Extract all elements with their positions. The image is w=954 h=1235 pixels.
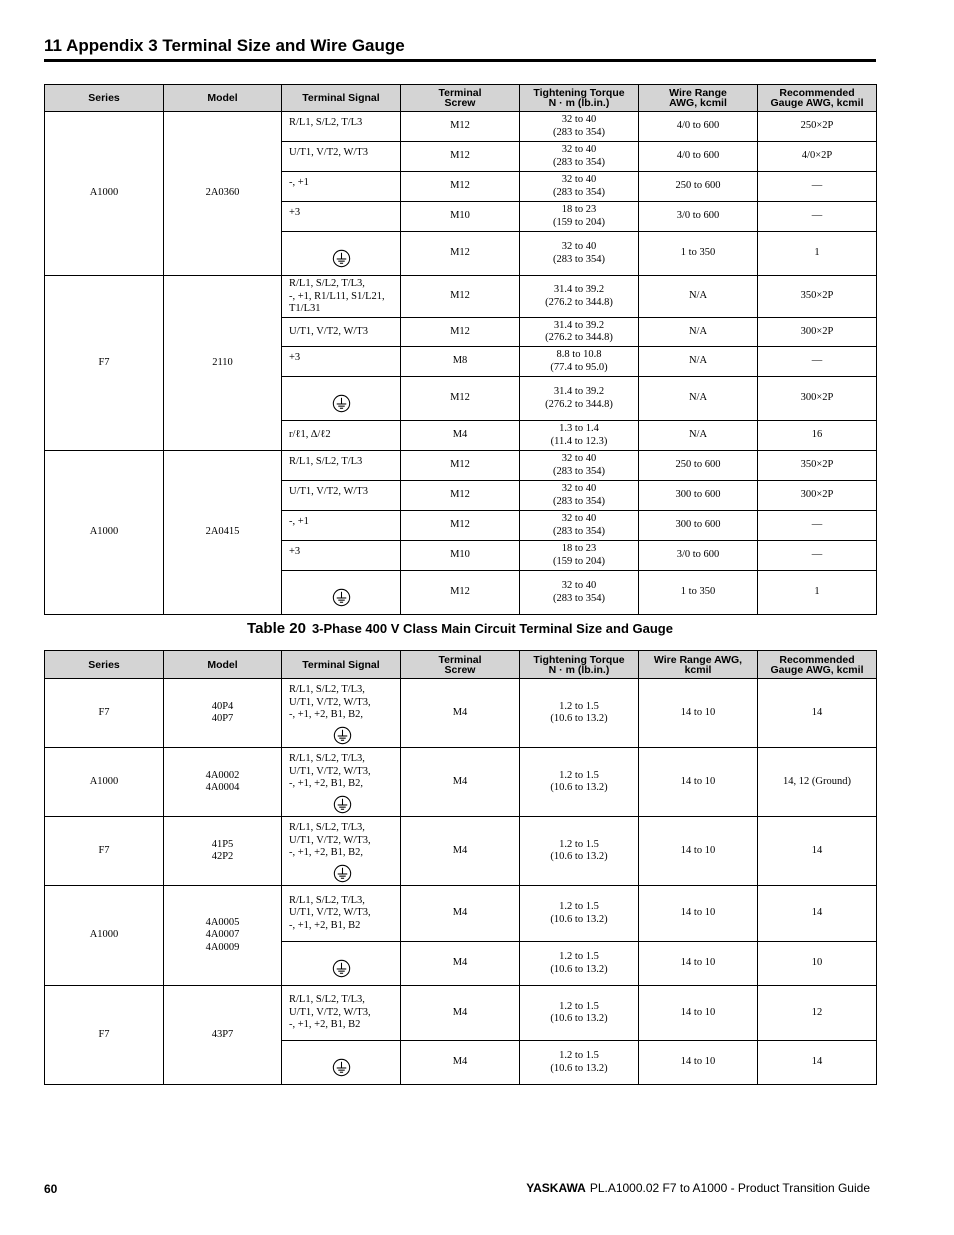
torque-cell: 1.2 to 1.5 (10.6 to 13.2) <box>520 748 639 817</box>
table-row <box>45 748 877 817</box>
screw-cell: M8 <box>401 347 520 377</box>
header-terminal-signal: Terminal Signal <box>282 651 401 679</box>
screw-cell: M10 <box>401 541 520 571</box>
wire-range-cell: 3/0 to 600 <box>639 202 758 232</box>
header-model: Model <box>164 651 282 679</box>
screw-cell: M4 <box>401 421 520 451</box>
signal-cell: R/L1, S/L2, T/L3, U/T1, V/T2, W/T3, -, +1, +2, B1, B2, <box>282 679 401 748</box>
header-wire-range: Wire Range AWG, kcmil <box>639 651 758 679</box>
header-series: Series <box>45 85 164 112</box>
ground-icon <box>332 959 351 978</box>
gauge-cell: — <box>758 541 877 571</box>
wire-range-cell: 14 to 10 <box>639 986 758 1041</box>
gauge-cell: 4/0×2P <box>758 142 877 172</box>
screw-cell: M12 <box>401 377 520 421</box>
wire-range-cell: 14 to 10 <box>639 1041 758 1085</box>
wire-range-cell: 250 to 600 <box>639 451 758 481</box>
page-number: 60 <box>44 1182 58 1196</box>
signal-cell: +3 <box>282 541 401 571</box>
wire-range-cell: 1 to 350 <box>639 232 758 276</box>
signal-cell <box>282 942 401 986</box>
header-terminal-signal: Terminal Signal <box>282 85 401 112</box>
gauge-cell: 14 <box>758 679 877 748</box>
table-row <box>45 679 877 748</box>
signal-cell <box>282 1041 401 1085</box>
ground-icon <box>332 1058 351 1077</box>
screw-cell: M12 <box>401 318 520 347</box>
torque-cell: 1.2 to 1.5 (10.6 to 13.2) <box>520 986 639 1041</box>
torque-cell: 1.3 to 1.4 (11.4 to 12.3) <box>520 421 639 451</box>
header-series: Series <box>45 651 164 679</box>
brand-name: YASKAWA <box>526 1181 586 1195</box>
gauge-cell: — <box>758 511 877 541</box>
screw-cell: M12 <box>401 451 520 481</box>
ground-icon <box>332 588 351 607</box>
ground-icon <box>333 726 352 745</box>
screw-cell: M12 <box>401 276 520 318</box>
signal-cell: U/T1, V/T2, W/T3 <box>282 142 401 172</box>
terminal-table-400v <box>44 650 877 1085</box>
signal-cell: R/L1, S/L2, T/L3 <box>282 451 401 481</box>
series-cell: A1000 <box>45 748 164 817</box>
screw-cell: M12 <box>401 511 520 541</box>
screw-cell: M12 <box>401 481 520 511</box>
gauge-cell: 14 <box>758 886 877 942</box>
header-recommended-gauge: Recommended Gauge AWG, kcmil <box>758 651 877 679</box>
screw-cell: M12 <box>401 112 520 142</box>
model-cell: 4A0002 4A0004 <box>164 748 282 817</box>
wire-range-cell: 4/0 to 600 <box>639 142 758 172</box>
signal-cell: +3 <box>282 347 401 377</box>
gauge-cell: 1 <box>758 571 877 615</box>
signal-cell: R/L1, S/L2, T/L3 <box>282 112 401 142</box>
table-caption-number: Table 20 <box>247 620 306 637</box>
model-cell: 41P5 42P2 <box>164 817 282 886</box>
wire-range-cell: N/A <box>639 276 758 318</box>
screw-cell: M12 <box>401 172 520 202</box>
torque-cell: 32 to 40 (283 to 354) <box>520 481 639 511</box>
torque-cell: 1.2 to 1.5 (10.6 to 13.2) <box>520 942 639 986</box>
table-caption-text: 3-Phase 400 V Class Main Circuit Terminal Size and Gauge <box>311 621 673 636</box>
torque-cell: 31.4 to 39.2 (276.2 to 344.8) <box>520 377 639 421</box>
table-row <box>45 451 877 481</box>
wire-range-cell: 1 to 350 <box>639 571 758 615</box>
signal-cell: R/L1, S/L2, T/L3, U/T1, V/T2, W/T3, -, +1, +2, B1, B2, <box>282 817 401 886</box>
header-wire-range: Wire Range AWG, kcmil <box>639 85 758 112</box>
gauge-cell: 14 <box>758 1041 877 1085</box>
wire-range-cell: 300 to 600 <box>639 481 758 511</box>
document-name: PL.A1000.02 F7 to A1000 - Product Transition Guide <box>589 1181 870 1195</box>
table-row <box>45 986 877 1041</box>
screw-cell: M12 <box>401 142 520 172</box>
terminal-table-200v <box>44 84 877 615</box>
series-cell: A1000 <box>45 112 164 276</box>
screw-cell: M12 <box>401 571 520 615</box>
gauge-cell: 300×2P <box>758 318 877 347</box>
screw-cell: M10 <box>401 202 520 232</box>
torque-cell: 32 to 40 (283 to 354) <box>520 172 639 202</box>
signal-cell: U/T1, V/T2, W/T3 <box>282 318 401 347</box>
torque-cell: 32 to 40 (283 to 354) <box>520 451 639 481</box>
torque-cell: 1.2 to 1.5 (10.6 to 13.2) <box>520 886 639 942</box>
gauge-cell: 300×2P <box>758 377 877 421</box>
gauge-cell: 10 <box>758 942 877 986</box>
screw-cell: M4 <box>401 1041 520 1085</box>
header-recommended-gauge: Recommended Gauge AWG, kcmil <box>758 85 877 112</box>
torque-cell: 32 to 40 (283 to 354) <box>520 571 639 615</box>
torque-cell: 1.2 to 1.5 (10.6 to 13.2) <box>520 679 639 748</box>
signal-cell: -, +1 <box>282 172 401 202</box>
table-row <box>45 817 877 886</box>
torque-cell: 1.2 to 1.5 (10.6 to 13.2) <box>520 1041 639 1085</box>
model-cell: 4A0005 4A0007 4A0009 <box>164 886 282 986</box>
header-model: Model <box>164 85 282 112</box>
torque-cell: 8.8 to 10.8 (77.4 to 95.0) <box>520 347 639 377</box>
screw-cell: M4 <box>401 679 520 748</box>
gauge-cell: — <box>758 172 877 202</box>
wire-range-cell: 14 to 10 <box>639 942 758 986</box>
wire-range-cell: 14 to 10 <box>639 886 758 942</box>
model-cell: 43P7 <box>164 986 282 1085</box>
screw-cell: M4 <box>401 817 520 886</box>
signal-cell: R/L1, S/L2, T/L3, U/T1, V/T2, W/T3, -, +1, +2, B1, B2, <box>282 748 401 817</box>
gauge-cell: — <box>758 347 877 377</box>
series-cell: A1000 <box>45 886 164 986</box>
header-tightening-torque: Tightening Torque N · m (lb.in.) <box>520 85 639 112</box>
ground-icon <box>332 394 351 413</box>
signal-cell: R/L1, S/L2, T/L3, -, +1, R1/L11, S1/L21, T1/L31 <box>282 276 401 318</box>
torque-cell: 32 to 40 (283 to 354) <box>520 142 639 172</box>
gauge-cell: 1 <box>758 232 877 276</box>
signal-cell <box>282 571 401 615</box>
table-caption <box>44 620 876 637</box>
ground-icon <box>333 864 352 883</box>
signal-cell: U/T1, V/T2, W/T3 <box>282 481 401 511</box>
table-row <box>45 112 877 142</box>
torque-cell: 1.2 to 1.5 (10.6 to 13.2) <box>520 817 639 886</box>
ground-icon <box>332 249 351 268</box>
torque-cell: 18 to 23 (159 to 204) <box>520 202 639 232</box>
series-cell: F7 <box>45 817 164 886</box>
gauge-cell: 300×2P <box>758 481 877 511</box>
wire-range-cell: 250 to 600 <box>639 172 758 202</box>
wire-range-cell: 4/0 to 600 <box>639 112 758 142</box>
signal-cell: -, +1 <box>282 511 401 541</box>
footer-doc-title <box>526 1181 870 1195</box>
section-title: 11 Appendix 3 Terminal Size and Wire Gauge <box>44 36 876 62</box>
signal-cell: +3 <box>282 202 401 232</box>
torque-cell: 32 to 40 (283 to 354) <box>520 232 639 276</box>
gauge-cell: 250×2P <box>758 112 877 142</box>
torque-cell: 32 to 40 (283 to 354) <box>520 511 639 541</box>
wire-range-cell: 300 to 600 <box>639 511 758 541</box>
header-terminal-screw: Terminal Screw <box>401 651 520 679</box>
header-terminal-screw: Terminal Screw <box>401 85 520 112</box>
torque-cell: 18 to 23 (159 to 204) <box>520 541 639 571</box>
screw-cell: M4 <box>401 886 520 942</box>
wire-range-cell: N/A <box>639 347 758 377</box>
model-cell: 40P4 40P7 <box>164 679 282 748</box>
screw-cell: M4 <box>401 748 520 817</box>
model-cell: 2A0415 <box>164 451 282 615</box>
table-header-row <box>45 651 877 679</box>
table-header-row <box>45 85 877 112</box>
model-cell: 2A0360 <box>164 112 282 276</box>
screw-cell: M12 <box>401 232 520 276</box>
table-row <box>45 886 877 942</box>
wire-range-cell: N/A <box>639 377 758 421</box>
model-cell: 2110 <box>164 276 282 451</box>
wire-range-cell: N/A <box>639 421 758 451</box>
wire-range-cell: 14 to 10 <box>639 748 758 817</box>
gauge-cell: 14 <box>758 817 877 886</box>
gauge-cell: — <box>758 202 877 232</box>
header-tightening-torque: Tightening Torque N · m (lb.in.) <box>520 651 639 679</box>
signal-cell: R/L1, S/L2, T/L3, U/T1, V/T2, W/T3, -, +1, +2, B1, B2 <box>282 986 401 1041</box>
table-row <box>45 276 877 318</box>
signal-cell: R/L1, S/L2, T/L3, U/T1, V/T2, W/T3, -, +1, +2, B1, B2 <box>282 886 401 942</box>
ground-icon <box>333 795 352 814</box>
signal-cell: r/ℓ1, ∆/ℓ2 <box>282 421 401 451</box>
gauge-cell: 14, 12 (Ground) <box>758 748 877 817</box>
series-cell: F7 <box>45 679 164 748</box>
signal-cell <box>282 232 401 276</box>
wire-range-cell: 3/0 to 600 <box>639 541 758 571</box>
wire-range-cell: 14 to 10 <box>639 679 758 748</box>
gauge-cell: 16 <box>758 421 877 451</box>
wire-range-cell: 14 to 10 <box>639 817 758 886</box>
gauge-cell: 350×2P <box>758 276 877 318</box>
wire-range-cell: N/A <box>639 318 758 347</box>
gauge-cell: 350×2P <box>758 451 877 481</box>
torque-cell: 31.4 to 39.2 (276.2 to 344.8) <box>520 318 639 347</box>
screw-cell: M4 <box>401 986 520 1041</box>
torque-cell: 32 to 40 (283 to 354) <box>520 112 639 142</box>
screw-cell: M4 <box>401 942 520 986</box>
torque-cell: 31.4 to 39.2 (276.2 to 344.8) <box>520 276 639 318</box>
series-cell: A1000 <box>45 451 164 615</box>
series-cell: F7 <box>45 276 164 451</box>
signal-cell <box>282 377 401 421</box>
gauge-cell: 12 <box>758 986 877 1041</box>
series-cell: F7 <box>45 986 164 1085</box>
